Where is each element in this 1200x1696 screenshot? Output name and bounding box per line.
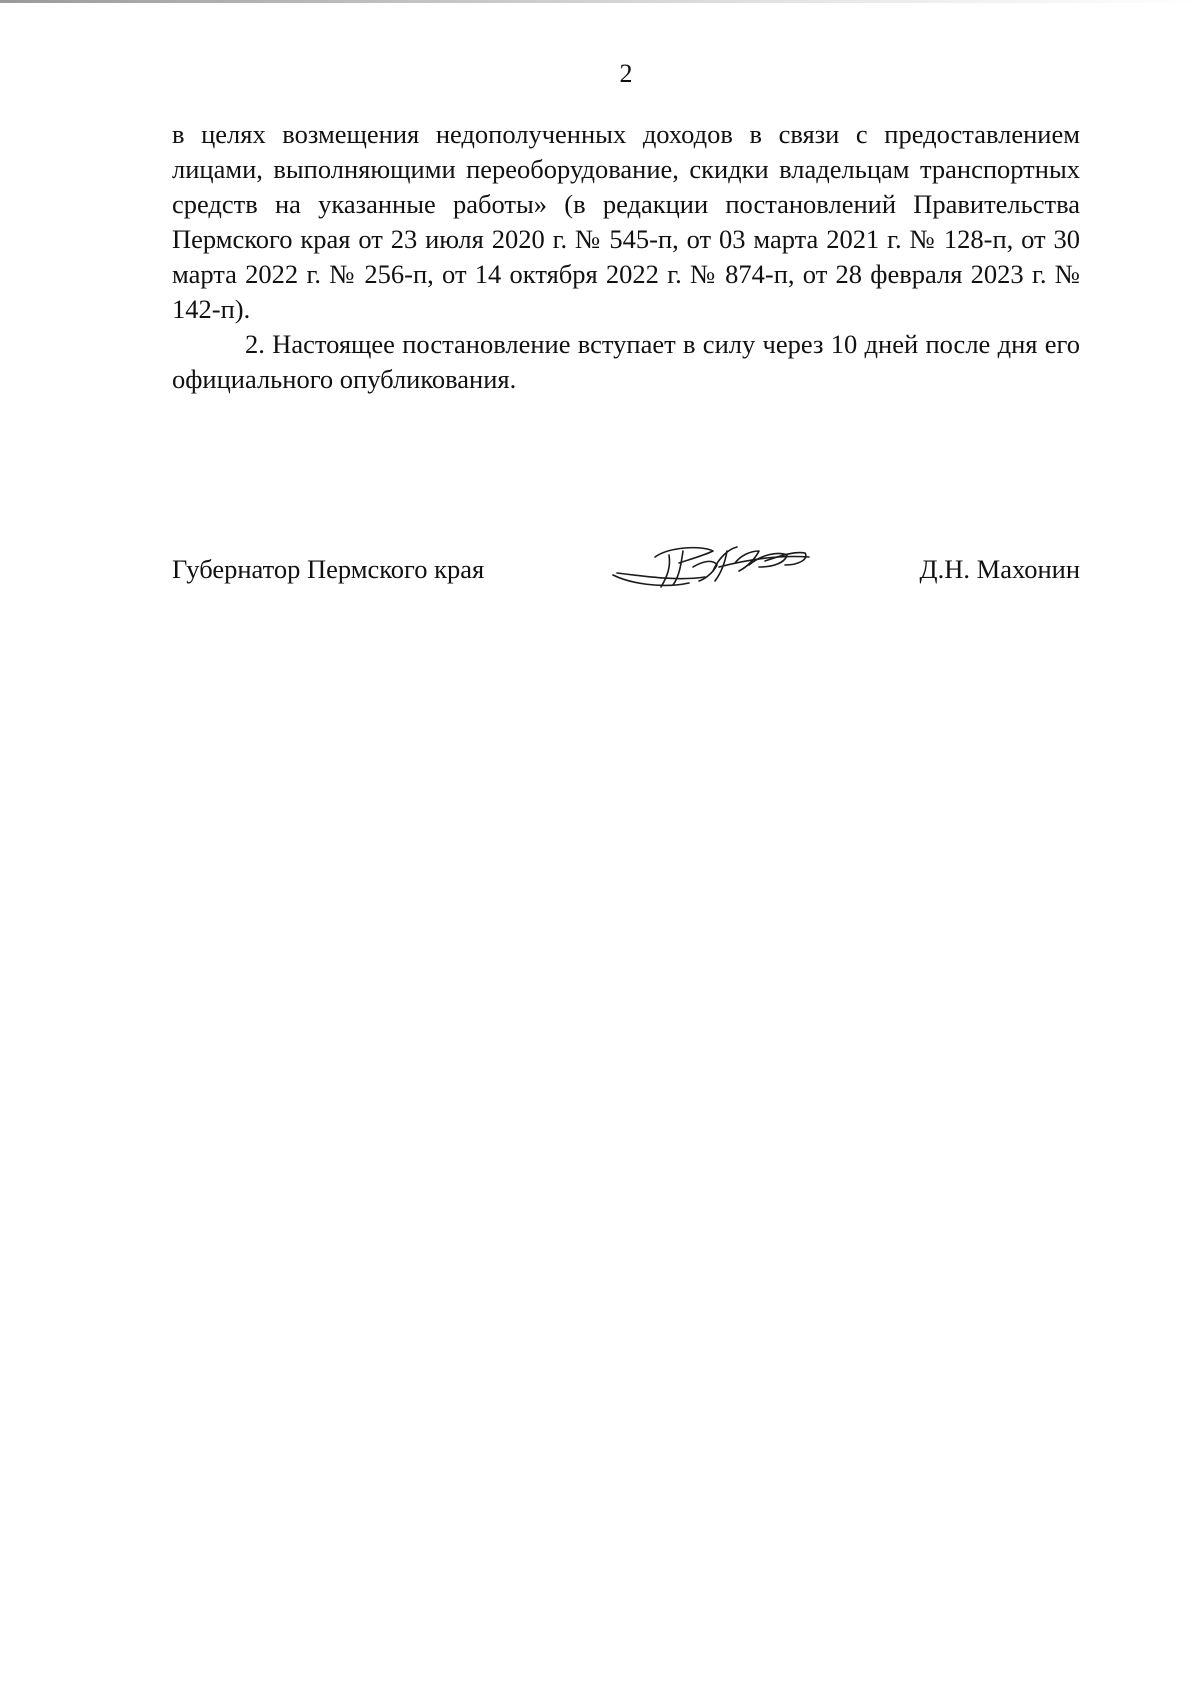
- signatory-name: Д.Н. Махонин: [919, 554, 1080, 584]
- handwritten-signature-icon: [609, 537, 819, 593]
- page-number: 2: [619, 59, 633, 88]
- signature-block: [172, 537, 1080, 597]
- paragraph-effective-date: 2. Настоящее постановление вступает в силу через 10 дней после дня его официального опубликования.: [172, 329, 1080, 394]
- signatory-position: Губернатор Пермского края: [172, 554, 485, 584]
- scan-edge-shadow: [0, 0, 1200, 3]
- document-body: [172, 117, 1080, 397]
- paragraph-continuation: в целях возмещения недополученных доходов в связи с предоставлением лицами, выполняющими переоборудование, скидки владельцам транспортных средств на указанные работы» (в редакции постановлений Правительства Пермского края от 23 июля 2020 г. № 545-п, от 03 марта 2021 г. № 128-п, от 30 марта 2022 г. № 256-п, от 14 октября 2022 г. № 874-п, от 28 февраля 2023 г. № 142-п).: [172, 119, 1080, 324]
